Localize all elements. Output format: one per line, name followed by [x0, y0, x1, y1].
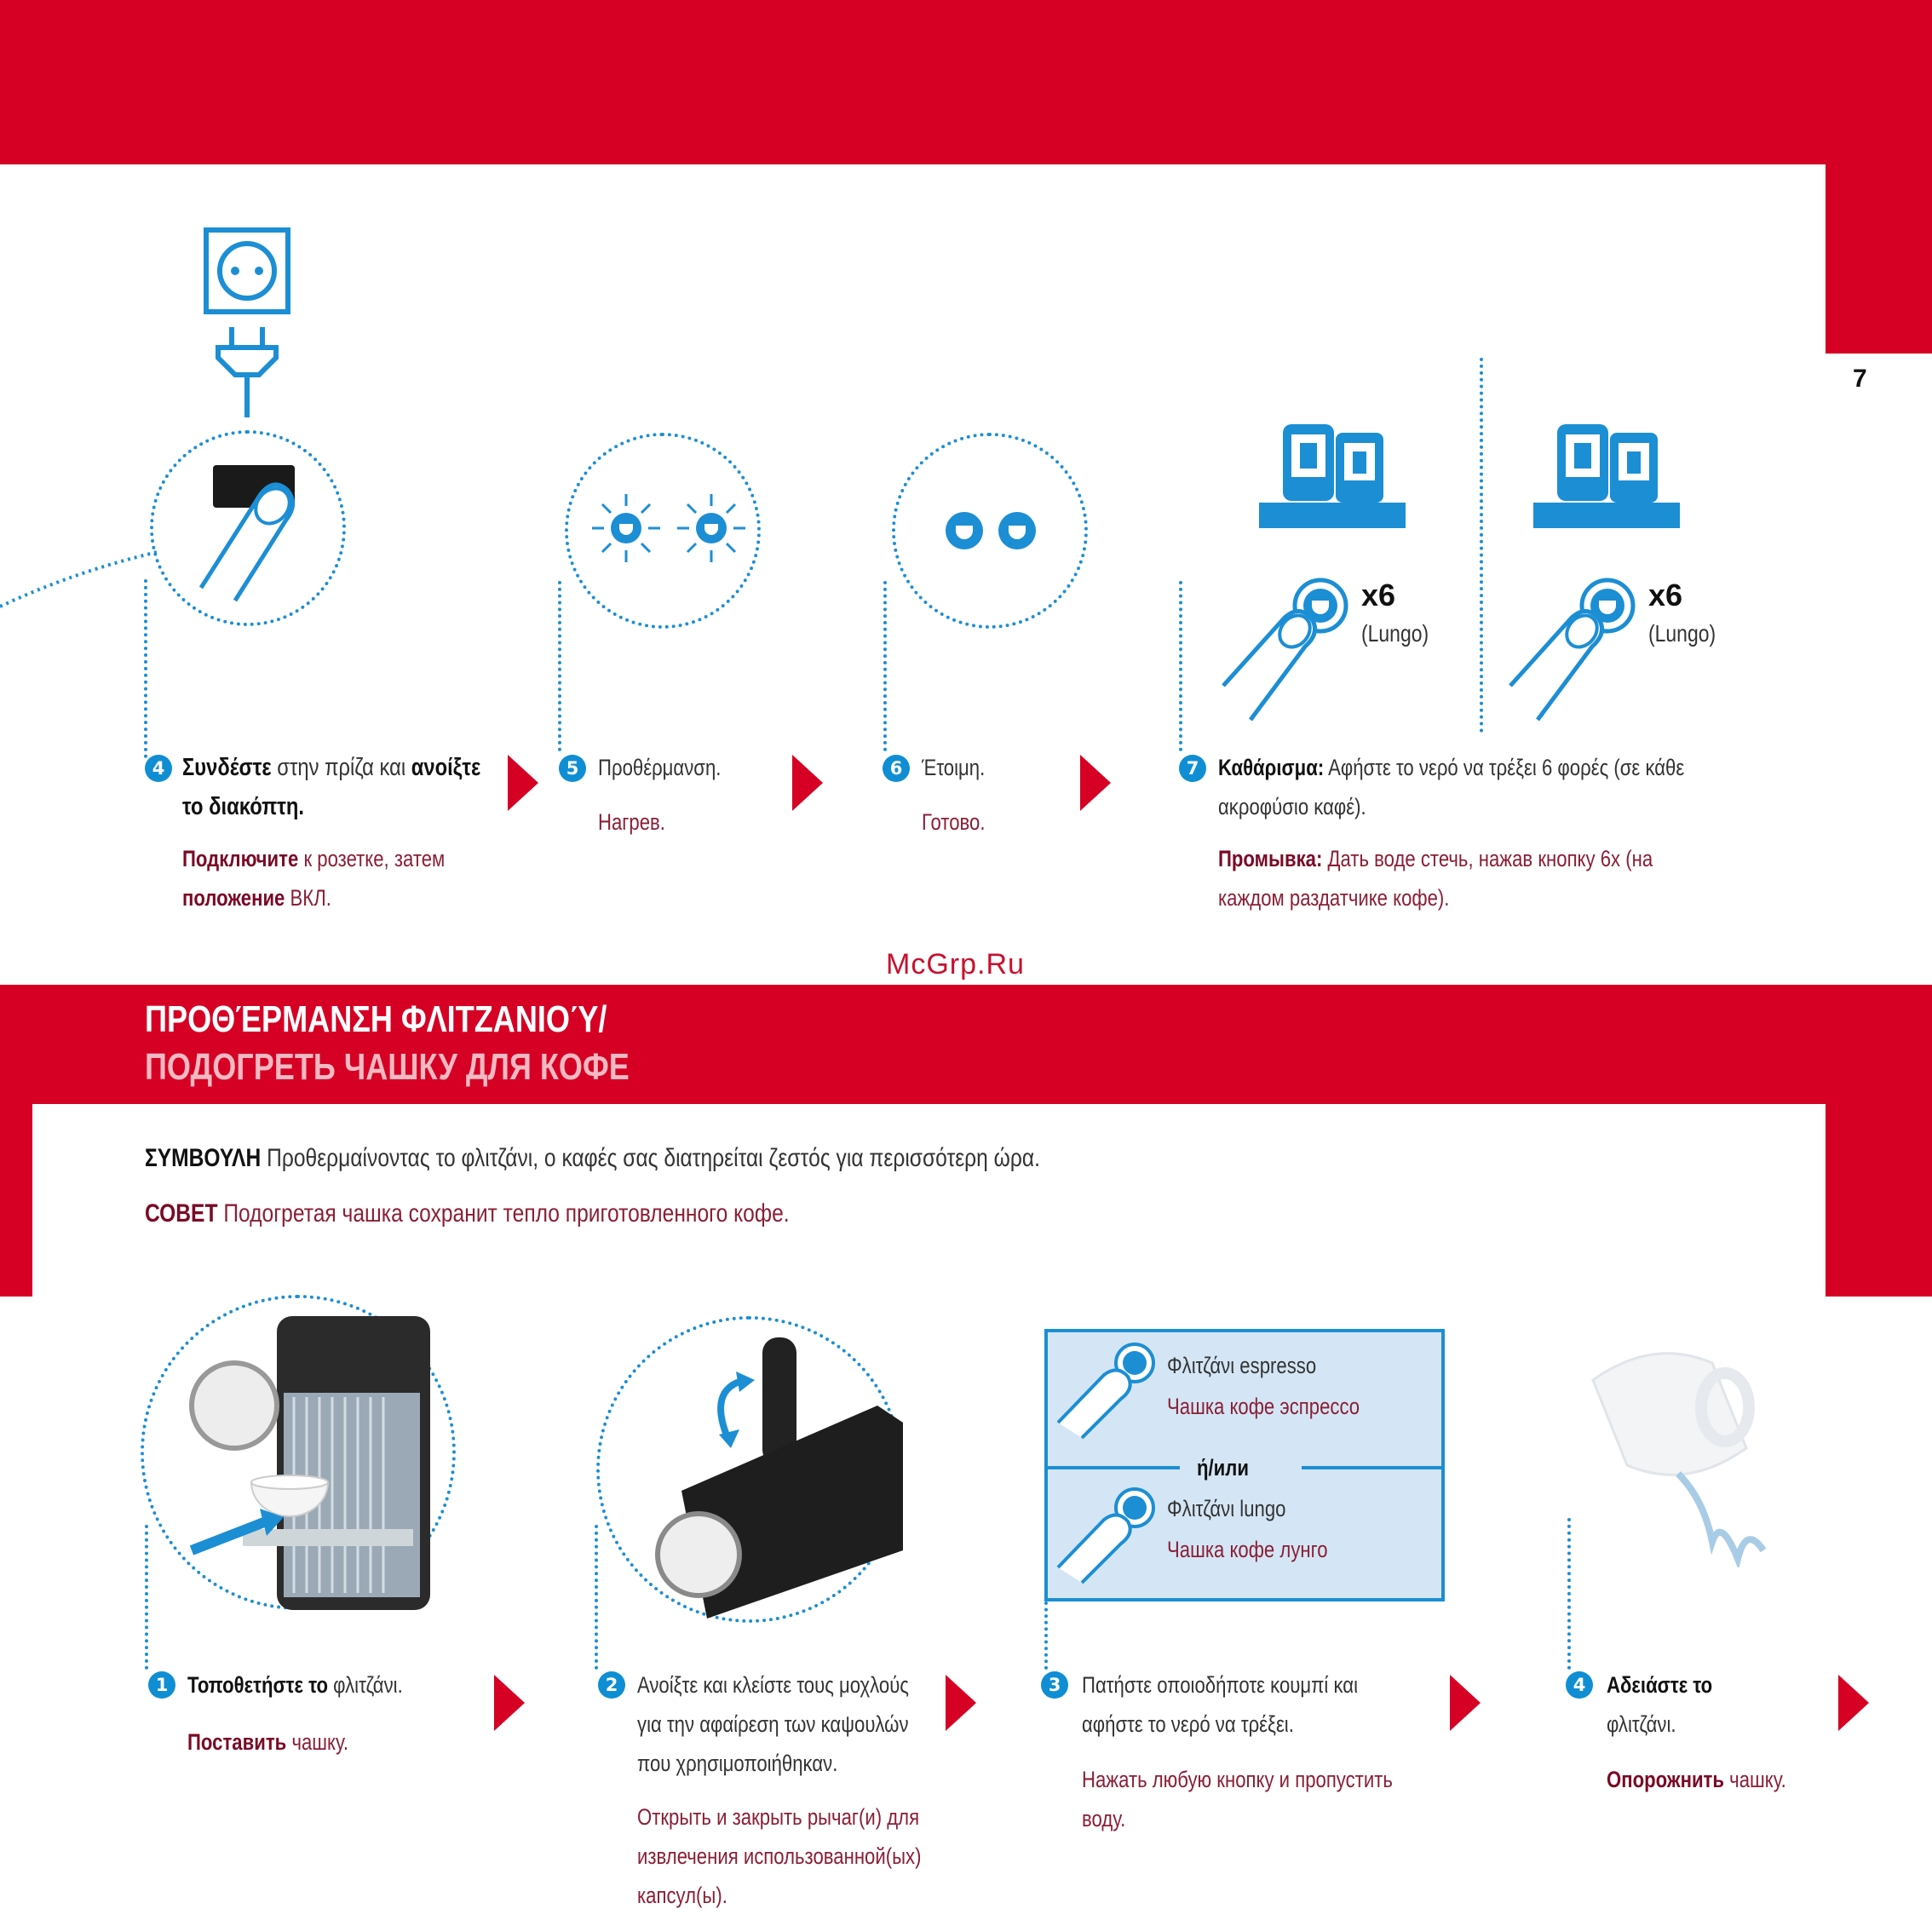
- power-socket-icon: [196, 223, 298, 419]
- finger-press-espresso-icon: [1053, 1337, 1164, 1440]
- lungo-option-gr: Φλιτζάνι lungo: [1167, 1496, 1286, 1521]
- next-arrow-icon: [944, 1673, 978, 1733]
- step4-ru-bold1: Подключите: [182, 846, 299, 871]
- step4-russian: [182, 839, 445, 917]
- tip-ru-text: Подогретая чашка сохранит тепло приготовленного кофе.: [217, 1199, 790, 1228]
- step4-ru-end: ВКЛ.: [285, 885, 331, 911]
- step6-russian: Готово.: [922, 809, 986, 835]
- section-right-edge: [1826, 1104, 1932, 1297]
- next-arrow-icon: [791, 753, 825, 813]
- step1-connector: [145, 1525, 148, 1670]
- step3-connector: [1044, 1601, 1048, 1670]
- step7-russian: [1218, 839, 1653, 917]
- step2-connector: [595, 1525, 598, 1670]
- bstep2-ru-line: капсул(ы).: [637, 1883, 727, 1908]
- bstep3-russian: [1082, 1760, 1393, 1838]
- next-arrow-icon: [1078, 753, 1113, 813]
- cleaning-divider: [1480, 358, 1483, 733]
- bstep3-greek: [1082, 1665, 1358, 1744]
- step5-greek: Προθέρμανση.: [598, 755, 722, 780]
- next-arrow-icon: [492, 1673, 526, 1733]
- bstep4-ru-rest: чашку.: [1724, 1767, 1786, 1792]
- bstep1-gr-bold: Τοποθετήστε το: [187, 1672, 329, 1698]
- section-title-ru: ПОДОГРЕТЬ ЧАШКУ ДЛЯ КОФЕ: [145, 1046, 630, 1088]
- dotted-connector-curve: [0, 545, 162, 613]
- step5-russian: Нагрев.: [598, 809, 665, 835]
- next-arrow-icon: [1837, 1673, 1871, 1733]
- lungo-label-2: (Lungo): [1648, 620, 1716, 647]
- bstep1-gr-rest: φλιτζάνι.: [328, 1672, 403, 1698]
- tip-gr-text: Προθερμαίνοντας το φλιτζάνι, ο καφές σας διατηρείται ζεστός για περισσότερη ώρα.: [261, 1144, 1040, 1172]
- top-red-band: [0, 0, 1932, 164]
- bstep4-gr-line2: φλιτζάνι.: [1607, 1711, 1676, 1737]
- bstep2-ru-line: извлечения использованной(ых): [637, 1843, 922, 1869]
- bstep2-russian: [637, 1797, 921, 1915]
- step6-number: 6: [883, 755, 910, 782]
- watermark: McGrp.Ru: [886, 948, 1025, 980]
- power-switch-finger-icon: [193, 460, 320, 605]
- step7-ru-line2: каждом раздатчике кофе).: [1218, 885, 1450, 911]
- next-arrow-icon: [506, 753, 540, 813]
- step7-ru-line1: Дать воде стечь, нажав кнопку 6х (на: [1322, 846, 1653, 871]
- bstep3-ru-line: воду.: [1082, 1806, 1126, 1831]
- ready-lights-icon: [937, 509, 1048, 552]
- espresso-option-gr: Φλιτζάνι espresso: [1167, 1353, 1317, 1378]
- step7-connector: [1179, 581, 1182, 751]
- blinking-lights-icon: [588, 486, 750, 571]
- bstep4-ru-bold: Опорожнить: [1607, 1767, 1725, 1792]
- step4-ru-bold2: положение: [182, 885, 285, 911]
- bstep4-russian: [1607, 1760, 1786, 1799]
- step4-connector: [144, 579, 147, 758]
- bstep3-gr-line: Πατήστε οποιοδήποτε κουμπί και: [1082, 1672, 1359, 1698]
- finger-press-lungo-icon: [1216, 575, 1361, 724]
- machine-nozzle-icon-2: [1527, 409, 1688, 537]
- bstep1-russian: [187, 1722, 348, 1762]
- lever-open-close-illustration: [647, 1329, 903, 1619]
- x6-count-2: x6: [1648, 578, 1683, 612]
- bstep1-ru-bold: Поставить: [187, 1729, 287, 1755]
- bstep2-greek: [637, 1665, 909, 1783]
- step5-number: 5: [559, 755, 586, 782]
- lungo-label-1: (Lungo): [1361, 620, 1429, 647]
- page-number: 7: [1853, 365, 1867, 393]
- step4-gr-bold2: ανοίξτε: [411, 754, 481, 781]
- bstep1-greek: [187, 1665, 403, 1705]
- empty-cup-illustration: [1576, 1329, 1780, 1567]
- step7-greek: [1218, 748, 1684, 826]
- option-separator: ή/или: [1197, 1455, 1249, 1481]
- finger-press-lungo-small-icon: [1053, 1482, 1164, 1584]
- right-red-tab: [1826, 0, 1932, 354]
- step4b-connector: [1567, 1518, 1571, 1670]
- tip-greek: [145, 1139, 1040, 1178]
- espresso-option-ru: Чашка кофе эспрессо: [1167, 1394, 1360, 1419]
- bstep2-ru-line: Открыть и закрыть рычаг(и) для: [637, 1804, 920, 1830]
- bstep2-number: 2: [598, 1671, 625, 1699]
- bstep3-number: 3: [1041, 1671, 1068, 1699]
- step7-gr-line2: ακροφύσιο καφέ).: [1218, 794, 1366, 819]
- bstep1-number: 1: [148, 1671, 175, 1699]
- step4-gr-mid: στην πρίζα και: [271, 754, 411, 781]
- bstep3-gr-line: αφήστε το νερό να τρέξει.: [1082, 1711, 1294, 1737]
- section-left-edge: [0, 1104, 32, 1297]
- machine-nozzle-icon: [1252, 409, 1414, 537]
- next-arrow-icon: [1448, 1673, 1482, 1733]
- step6-connector: [883, 581, 887, 751]
- bstep4-number: 4: [1566, 1671, 1593, 1699]
- option-separator-line: [1048, 1466, 1180, 1469]
- step5-connector: [558, 581, 561, 751]
- step7-number: 7: [1179, 755, 1206, 782]
- bstep2-gr-line: που χρησιμοποιήθηκαν.: [637, 1751, 838, 1776]
- tip-gr-label: ΣΥΜΒΟΥΛΗ: [145, 1144, 262, 1172]
- bstep4-greek: [1607, 1665, 1712, 1744]
- tip-russian: [145, 1194, 790, 1233]
- x6-count-1: x6: [1361, 578, 1396, 612]
- bstep1-ru-rest: чашку.: [286, 1729, 349, 1755]
- coffee-machine-cup-illustration: [183, 1316, 456, 1610]
- step4-gr-line2: το διακόπτη.: [182, 793, 305, 820]
- bstep3-ru-line: Нажать любую кнопку и пропустить: [1082, 1767, 1393, 1792]
- bstep4-gr-bold: Αδειάστε το: [1607, 1672, 1713, 1698]
- section-title-gr: ΠΡΟΘΈΡΜΑΝΣΗ ΦΛΙΤΖΑΝΙΟΎ/: [145, 998, 607, 1040]
- bstep2-gr-line: Ανοίξτε και κλείστε τους μοχλούς: [637, 1672, 909, 1698]
- tip-ru-label: СОВЕТ: [145, 1199, 218, 1228]
- option-separator-line: [1302, 1466, 1441, 1469]
- step6-greek: Έτοιμη.: [922, 755, 986, 780]
- lungo-option-ru: Чашка кофе лунго: [1167, 1537, 1328, 1562]
- step7-gr-bold: Καθάρισμα:: [1218, 755, 1325, 780]
- bstep2-gr-line: για την αφαίρεση των καψουλών: [637, 1711, 909, 1737]
- step4-greek: [182, 748, 480, 826]
- step7-ru-bold: Промывка:: [1218, 846, 1323, 871]
- step4-number: 4: [145, 755, 172, 782]
- step4-ru-mid: к розетке, затем: [298, 846, 446, 871]
- step4-gr-bold1: Συνδέστε: [182, 754, 272, 781]
- step7-gr-line1: Αφήστε το νερό να τρέξει 6 φορές (σε κάθε: [1324, 755, 1685, 780]
- finger-press-lungo-icon-2: [1504, 575, 1648, 724]
